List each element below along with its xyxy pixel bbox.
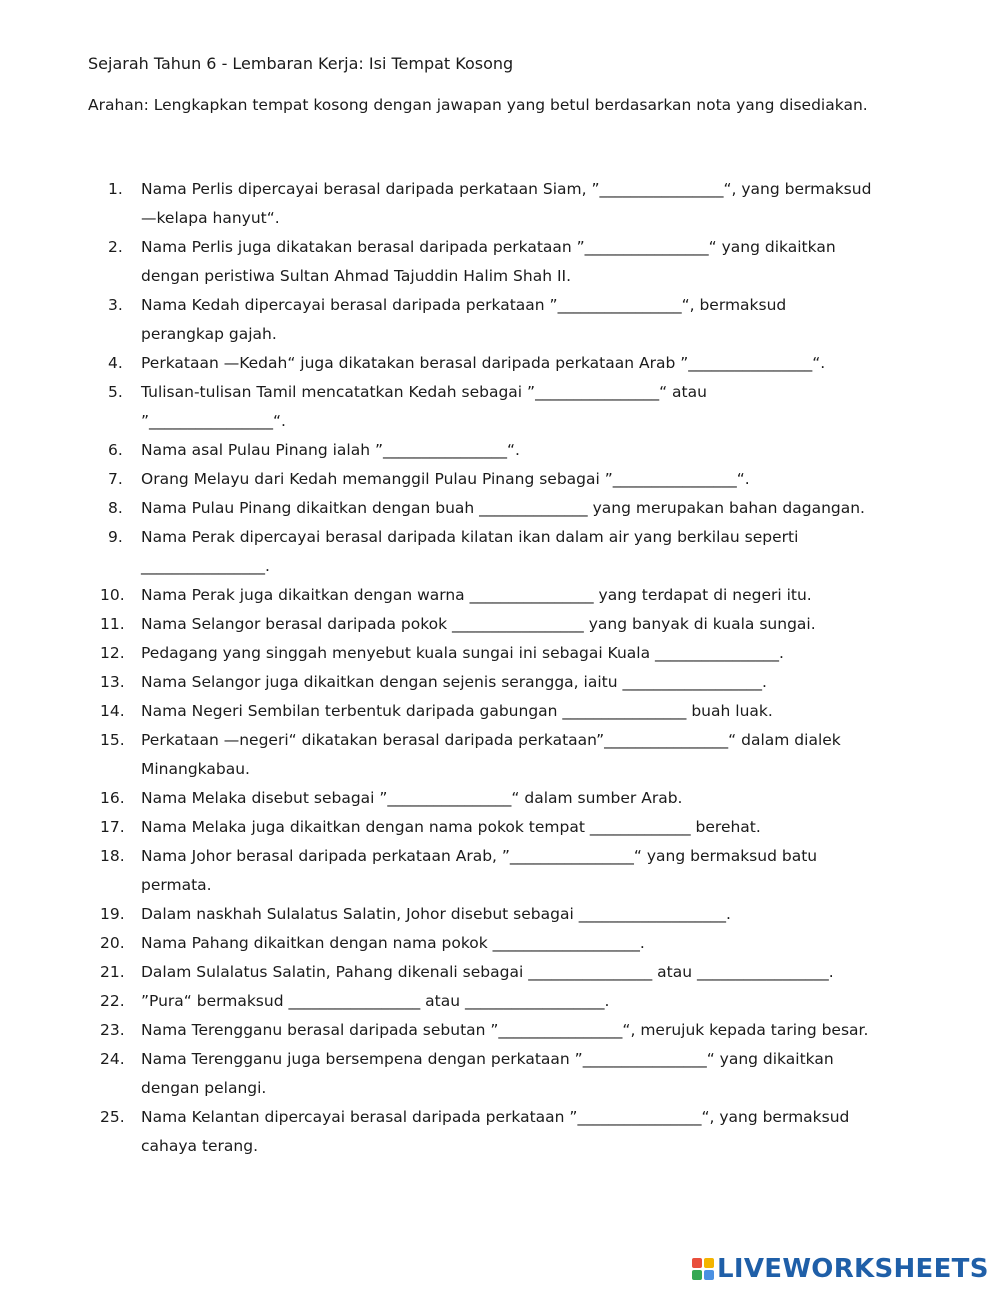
- question-number: 8.: [108, 499, 123, 517]
- worksheet-title: Sejarah Tahun 6 - Lembaran Kerja: Isi Tempat Kosong: [88, 54, 514, 73]
- question-text-line: dengan pelangi.: [141, 1079, 267, 1097]
- question-item: [100, 378, 920, 436]
- question-text-line: Nama Melaka disebut sebagai ”________________“ dalam sumber Arab.: [141, 789, 683, 807]
- question-item: [100, 581, 920, 610]
- question-text-line: Tulisan-tulisan Tamil mencatatkan Kedah sebagai ”________________“ atau: [141, 383, 707, 401]
- question-number: 2.: [108, 238, 123, 256]
- question-text-line: dengan peristiwa Sultan Ahmad Tajuddin Halim Shah II.: [141, 267, 572, 285]
- question-number: 5.: [108, 383, 123, 401]
- question-item: [100, 1103, 920, 1161]
- question-item: [100, 610, 920, 639]
- question-number: 22.: [100, 992, 125, 1010]
- question-item: [100, 697, 920, 726]
- question-number: 23.: [100, 1021, 125, 1039]
- worksheet-instruction: Arahan: Lengkapkan tempat kosong dengan jawapan yang betul berdasarkan nota yang disediakan.: [88, 96, 868, 114]
- question-number: 15.: [100, 731, 125, 749]
- question-number: 19.: [100, 905, 125, 923]
- question-item: [100, 291, 920, 349]
- question-text-line: Nama Johor berasal daripada perkataan Arab, ”________________“ yang bermaksud batu: [141, 847, 818, 865]
- question-text-line: Nama Kelantan dipercayai berasal daripada perkataan ”________________“, yang bermaksud: [141, 1108, 850, 1126]
- question-text-line: Perkataan —negeri“ dikatakan berasal daripada perkataan”________________“ dalam dialek: [141, 731, 841, 749]
- question-text-line: Nama Negeri Sembilan terbentuk daripada gabungan ________________ buah luak.: [141, 702, 773, 720]
- question-item: [100, 523, 920, 581]
- question-item: [100, 813, 920, 842]
- question-item: [100, 900, 920, 929]
- question-item: [100, 349, 920, 378]
- question-number: 9.: [108, 528, 123, 546]
- question-item: [100, 436, 920, 465]
- question-item: [100, 639, 920, 668]
- logo-text: LIVEWORKSHEETS: [717, 1254, 989, 1284]
- question-number: 14.: [100, 702, 125, 720]
- question-text-line: cahaya terang.: [141, 1137, 259, 1155]
- question-text-line: Nama Perak dipercayai berasal daripada kilatan ikan dalam air yang berkilau seperti: [141, 528, 799, 546]
- question-text-line: Nama Pulau Pinang dikaitkan dengan buah ______________ yang merupakan bahan dagangan.: [141, 499, 865, 517]
- question-text-line: Orang Melayu dari Kedah memanggil Pulau Pinang sebagai ”________________“.: [141, 470, 750, 488]
- question-text-line: ”________________“.: [141, 412, 286, 430]
- question-text-line: Nama Selangor juga dikaitkan dengan sejenis serangga, iaitu __________________.: [141, 673, 767, 691]
- question-text-line: perangkap gajah.: [141, 325, 277, 343]
- question-item: [100, 494, 920, 523]
- question-text-line: —kelapa hanyut“.: [141, 209, 280, 227]
- logo-square: [692, 1270, 702, 1280]
- question-item: [100, 929, 920, 958]
- question-number: 12.: [100, 644, 125, 662]
- question-text-line: Perkataan —Kedah“ juga dikatakan berasal daripada perkataan Arab ”________________“.: [141, 354, 826, 372]
- question-item: [100, 233, 920, 291]
- question-text-line: Nama Selangor berasal daripada pokok _________________ yang banyak di kuala sungai.: [141, 615, 816, 633]
- question-text-line: Nama Pahang dikaitkan dengan nama pokok ___________________.: [141, 934, 645, 952]
- question-text-line: Dalam Sulalatus Salatin, Pahang dikenali sebagai ________________ atau _________________.: [141, 963, 834, 981]
- question-number: 17.: [100, 818, 125, 836]
- question-number: 3.: [108, 296, 123, 314]
- question-number: 11.: [100, 615, 125, 633]
- question-item: [100, 842, 920, 900]
- question-item: [100, 784, 920, 813]
- question-text-line: ________________.: [141, 557, 270, 575]
- question-text-line: Pedagang yang singgah menyebut kuala sungai ini sebagai Kuala ________________.: [141, 644, 784, 662]
- question-number: 7.: [108, 470, 123, 488]
- question-item: [100, 1016, 920, 1045]
- question-text-line: Nama Terengganu juga bersempena dengan perkataan ”________________“ yang dikaitkan: [141, 1050, 834, 1068]
- question-text-line: Nama Melaka juga dikaitkan dengan nama pokok tempat _____________ berehat.: [141, 818, 761, 836]
- question-text-line: Nama Perlis juga dikatakan berasal daripada perkataan ”________________“ yang dikaitkan: [141, 238, 836, 256]
- question-number: 18.: [100, 847, 125, 865]
- question-number: 24.: [100, 1050, 125, 1068]
- question-number: 4.: [108, 354, 123, 372]
- question-text-line: Nama Perak juga dikaitkan dengan warna ________________ yang terdapat di negeri itu.: [141, 586, 812, 604]
- question-number: 16.: [100, 789, 125, 807]
- question-text-line: Nama asal Pulau Pinang ialah ”________________“.: [141, 441, 520, 459]
- question-number: 6.: [108, 441, 123, 459]
- question-item: [100, 1045, 920, 1103]
- logo-square: [692, 1258, 702, 1268]
- logo-square: [704, 1258, 714, 1268]
- question-text-line: Dalam naskhah Sulalatus Salatin, Johor disebut sebagai ___________________.: [141, 905, 731, 923]
- question-number: 13.: [100, 673, 125, 691]
- question-text-line: permata.: [141, 876, 212, 894]
- question-number: 21.: [100, 963, 125, 981]
- liveworksheets-logo: [692, 1253, 989, 1285]
- question-number: 25.: [100, 1108, 125, 1126]
- question-item: [100, 175, 920, 233]
- logo-mark-icon: [692, 1258, 714, 1280]
- question-number: 1.: [108, 180, 123, 198]
- question-text-line: ”Pura“ bermaksud _________________ atau __________________.: [141, 992, 610, 1010]
- question-text-line: Nama Kedah dipercayai berasal daripada perkataan ”________________“, bermaksud: [141, 296, 787, 314]
- logo-square: [704, 1270, 714, 1280]
- question-text-line: Minangkabau.: [141, 760, 250, 778]
- question-item: [100, 465, 920, 494]
- question-number: 20.: [100, 934, 125, 952]
- question-item: [100, 987, 920, 1016]
- question-list: [100, 175, 920, 1161]
- question-item: [100, 958, 920, 987]
- question-item: [100, 668, 920, 697]
- question-text-line: Nama Terengganu berasal daripada sebutan ”________________“, merujuk kepada taring besar.: [141, 1021, 869, 1039]
- question-number: 10.: [100, 586, 125, 604]
- question-item: [100, 726, 920, 784]
- question-text-line: Nama Perlis dipercayai berasal daripada perkataan Siam, ”________________“, yang bermaksud: [141, 180, 872, 198]
